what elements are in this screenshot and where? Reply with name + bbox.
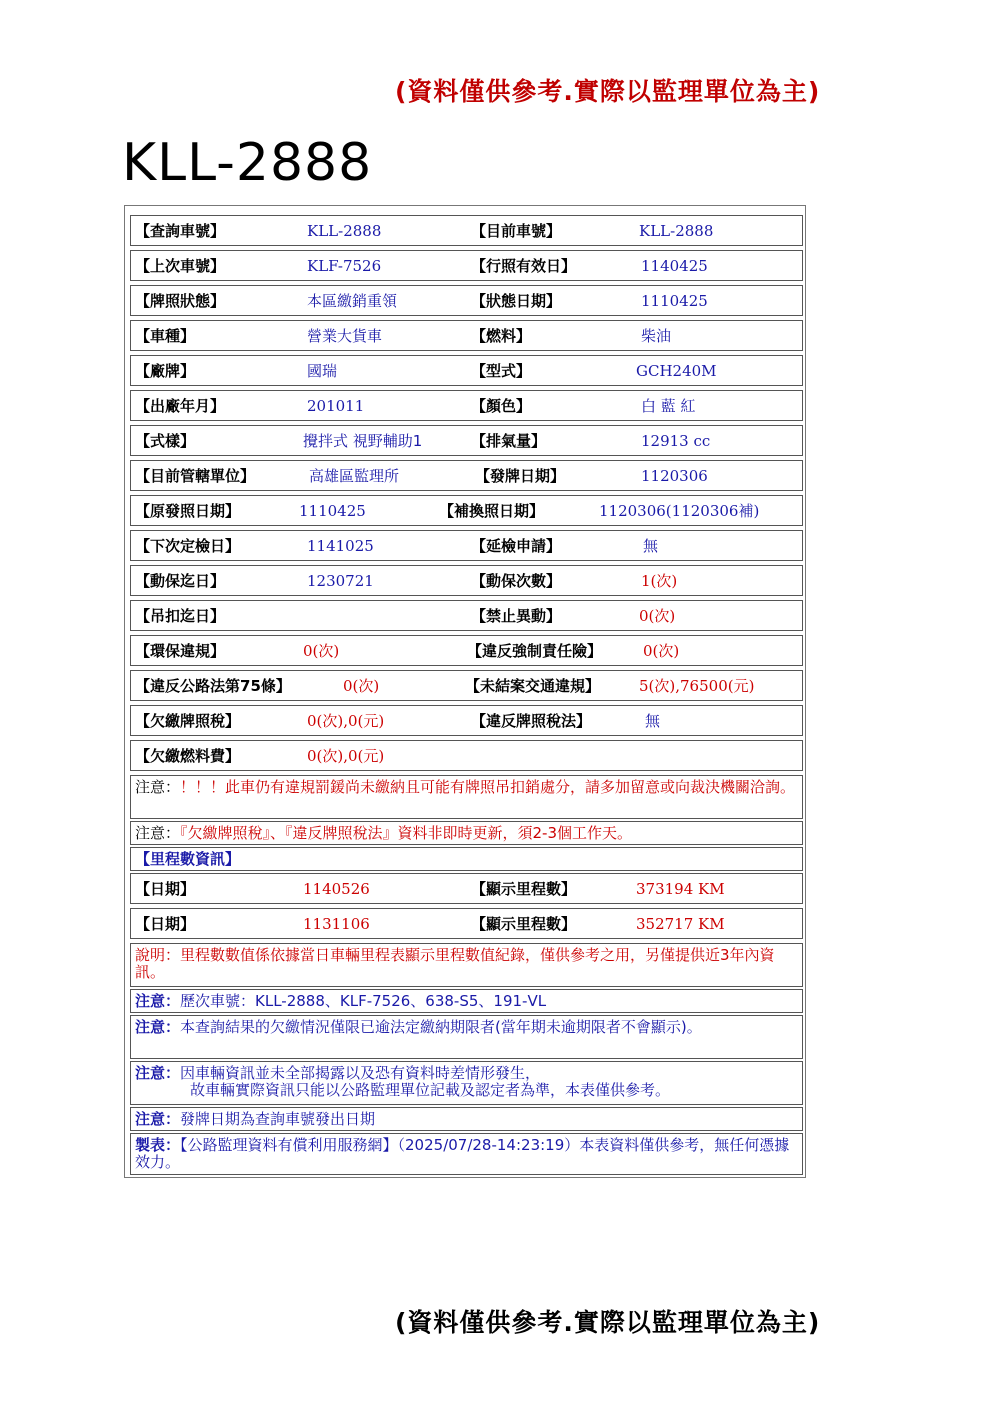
row-label: 【欠繳燃料費】 <box>135 747 241 765</box>
row-value: 1141025 <box>307 537 374 555</box>
row-value: 1230721 <box>307 572 374 590</box>
row-label: 【環保違規】 <box>135 642 226 660</box>
table-row <box>130 565 803 596</box>
row-label: 【吊扣迄日】 <box>135 607 226 625</box>
row-label: 【廠牌】 <box>135 362 196 380</box>
row-label: 【禁止異動】 <box>471 607 562 625</box>
note-text: 歷次車號：KLL-2888、KLF-7526、638-S5、191-VL <box>180 992 547 1010</box>
row-value: 無 <box>643 537 659 555</box>
row-label: 【顯示里程數】 <box>471 880 577 898</box>
table-row <box>130 215 803 246</box>
table-row <box>130 250 803 281</box>
row-value: 352717 KM <box>636 915 725 933</box>
row-value: 本區繳銷重領 <box>307 292 398 310</box>
row-label: 【排氣量】 <box>471 432 547 450</box>
row-label: 【顏色】 <box>471 397 532 415</box>
row-label: 【上次車號】 <box>135 257 226 275</box>
row-label: 【目前管轄單位】 <box>135 467 256 485</box>
row-label: 【下次定檢日】 <box>135 537 241 555</box>
note-text: 【公路監理資料有償利用服務網】（2025/07/28-14:23:19）本表資料僅供參考，無任何憑據效力。 <box>135 1136 790 1171</box>
row-label: 【牌照狀態】 <box>135 292 226 310</box>
note-text: 因車輛資訊並未全部揭露以及恐有資料時差情形發生， <box>180 1064 541 1082</box>
row-value: 0(次) <box>343 677 380 695</box>
table-row <box>130 530 803 561</box>
row-label: 【型式】 <box>471 362 532 380</box>
row-label: 【式樣】 <box>135 432 196 450</box>
note-text: 發牌日期為查詢車號發出日期 <box>180 1110 376 1128</box>
row-label: 【查詢車號】 <box>135 222 226 240</box>
note-label: 製表： <box>135 1136 181 1154</box>
row-label: 【發牌日期】 <box>475 467 566 485</box>
table-row <box>130 425 803 456</box>
row-label: 【未結案交通違規】 <box>465 677 601 695</box>
row-value: 營業大貨車 <box>307 327 383 345</box>
row-value: 1120306(1120306補) <box>599 502 760 520</box>
row-value: 5(次),76500(元) <box>639 677 755 695</box>
row-value: 0(次) <box>643 642 680 660</box>
row-label: 【狀態日期】 <box>471 292 562 310</box>
row-value: 1120306 <box>641 467 708 485</box>
row-label: 【出廠年月】 <box>135 397 226 415</box>
previous-plates-note <box>130 989 803 1013</box>
note-label: 注意： <box>135 1110 181 1128</box>
row-label: 【動保次數】 <box>471 572 562 590</box>
note-label: 注意： <box>135 778 181 796</box>
row-value: 1110425 <box>641 292 708 310</box>
row-label: 【顯示里程數】 <box>471 915 577 933</box>
table-row <box>130 460 803 491</box>
row-value: 1140425 <box>641 257 708 275</box>
table-row <box>130 600 803 631</box>
row-value: KLF-7526 <box>307 257 382 275</box>
table-row <box>130 740 803 771</box>
note-label: 注意： <box>135 1064 181 1082</box>
note-text: 『欠繳牌照稅』、『違反牌照稅法』資料非即時更新，須2-3個工作天。 <box>180 824 633 842</box>
row-value: 1(次) <box>641 572 678 590</box>
row-value: 201011 <box>307 397 365 415</box>
row-value: 國瑞 <box>307 362 338 380</box>
row-value: 0(次),0(元) <box>307 712 385 730</box>
row-label: 【動保迄日】 <box>135 572 226 590</box>
row-label: 【燃料】 <box>471 327 532 345</box>
row-label: 【延檢申請】 <box>471 537 562 555</box>
note-text: 本查詢結果的欠繳情況僅限已逾法定繳納期限者(當年期未逾期限者不會顯示)。 <box>180 1018 702 1036</box>
row-value: 1140526 <box>303 880 370 898</box>
row-value: 0(次) <box>303 642 340 660</box>
table-row <box>130 355 803 386</box>
row-label: 【日期】 <box>135 915 196 933</box>
note-label: 注意： <box>135 992 181 1010</box>
arrears-note <box>130 1015 803 1059</box>
row-label: 【目前車號】 <box>471 222 562 240</box>
note-text: 故車輛實際資訊只能以公路監理單位記載及認定者為準，本表僅供參考。 <box>190 1081 671 1099</box>
warning-note <box>130 775 803 819</box>
row-label: 【原發照日期】 <box>135 502 241 520</box>
vehicle-record-table <box>124 205 806 1178</box>
row-value: GCH240M <box>636 362 717 380</box>
row-value: 0(次),0(元) <box>307 747 385 765</box>
table-row <box>130 390 803 421</box>
row-value: KLL-2888 <box>307 222 382 240</box>
plate-number-title: KLL-2888 <box>122 133 373 193</box>
note-label: 注意： <box>135 1018 181 1036</box>
row-value: 柴油 <box>641 327 672 345</box>
row-value: 0(次) <box>639 607 676 625</box>
row-label: 【車種】 <box>135 327 196 345</box>
row-label: 【補換照日期】 <box>439 502 545 520</box>
row-value: KLL-2888 <box>639 222 714 240</box>
tax-data-note <box>130 821 803 845</box>
issue-date-note <box>130 1107 803 1131</box>
row-value: 1131106 <box>303 915 370 933</box>
row-label: 【違反強制責任險】 <box>467 642 603 660</box>
note-text: 說明：里程數數值係依據當日車輛里程表顯示里程數值紀錄，僅供參考之用，另僅提供近3年內資訊。 <box>135 946 775 981</box>
table-row <box>130 635 803 666</box>
table-row <box>130 705 803 736</box>
row-label: 【違反公路法第75條】 <box>135 677 291 695</box>
row-value: 無 <box>645 712 661 730</box>
row-value: 攪拌式 視野輔助1 <box>303 432 423 450</box>
section-title: 【里程數資訊】 <box>135 850 241 868</box>
row-value: 373194 KM <box>636 880 725 898</box>
mileage-row <box>130 908 803 939</box>
mileage-row <box>130 873 803 904</box>
row-label: 【違反牌照稅法】 <box>471 712 592 730</box>
row-label: 【日期】 <box>135 880 196 898</box>
row-label: 【欠繳牌照稅】 <box>135 712 241 730</box>
table-row <box>130 495 803 526</box>
row-value: 12913 cc <box>641 432 711 450</box>
row-value: 1110425 <box>299 502 366 520</box>
row-value: 高雄區監理所 <box>309 467 400 485</box>
note-label: 注意： <box>135 824 181 842</box>
mileage-section-header <box>130 847 803 871</box>
note-text: ！！！此車仍有違規罰鍰尚未繳納且可能有牌照吊扣銷處分，請多加留意或向裁決機關洽詢。 <box>180 778 796 796</box>
table-row <box>130 285 803 316</box>
disclaimer-bottom: (資料僅供參考.實際以監理單位為主) <box>395 1308 821 1337</box>
mileage-description <box>130 943 803 987</box>
disclaimer-top: (資料僅供參考.實際以監理單位為主) <box>395 77 821 106</box>
report-footer <box>130 1133 803 1175</box>
data-lag-note <box>130 1061 803 1105</box>
row-value: 白 藍 紅 <box>641 397 696 415</box>
table-row <box>130 320 803 351</box>
table-row <box>130 670 803 701</box>
row-label: 【行照有效日】 <box>471 257 577 275</box>
